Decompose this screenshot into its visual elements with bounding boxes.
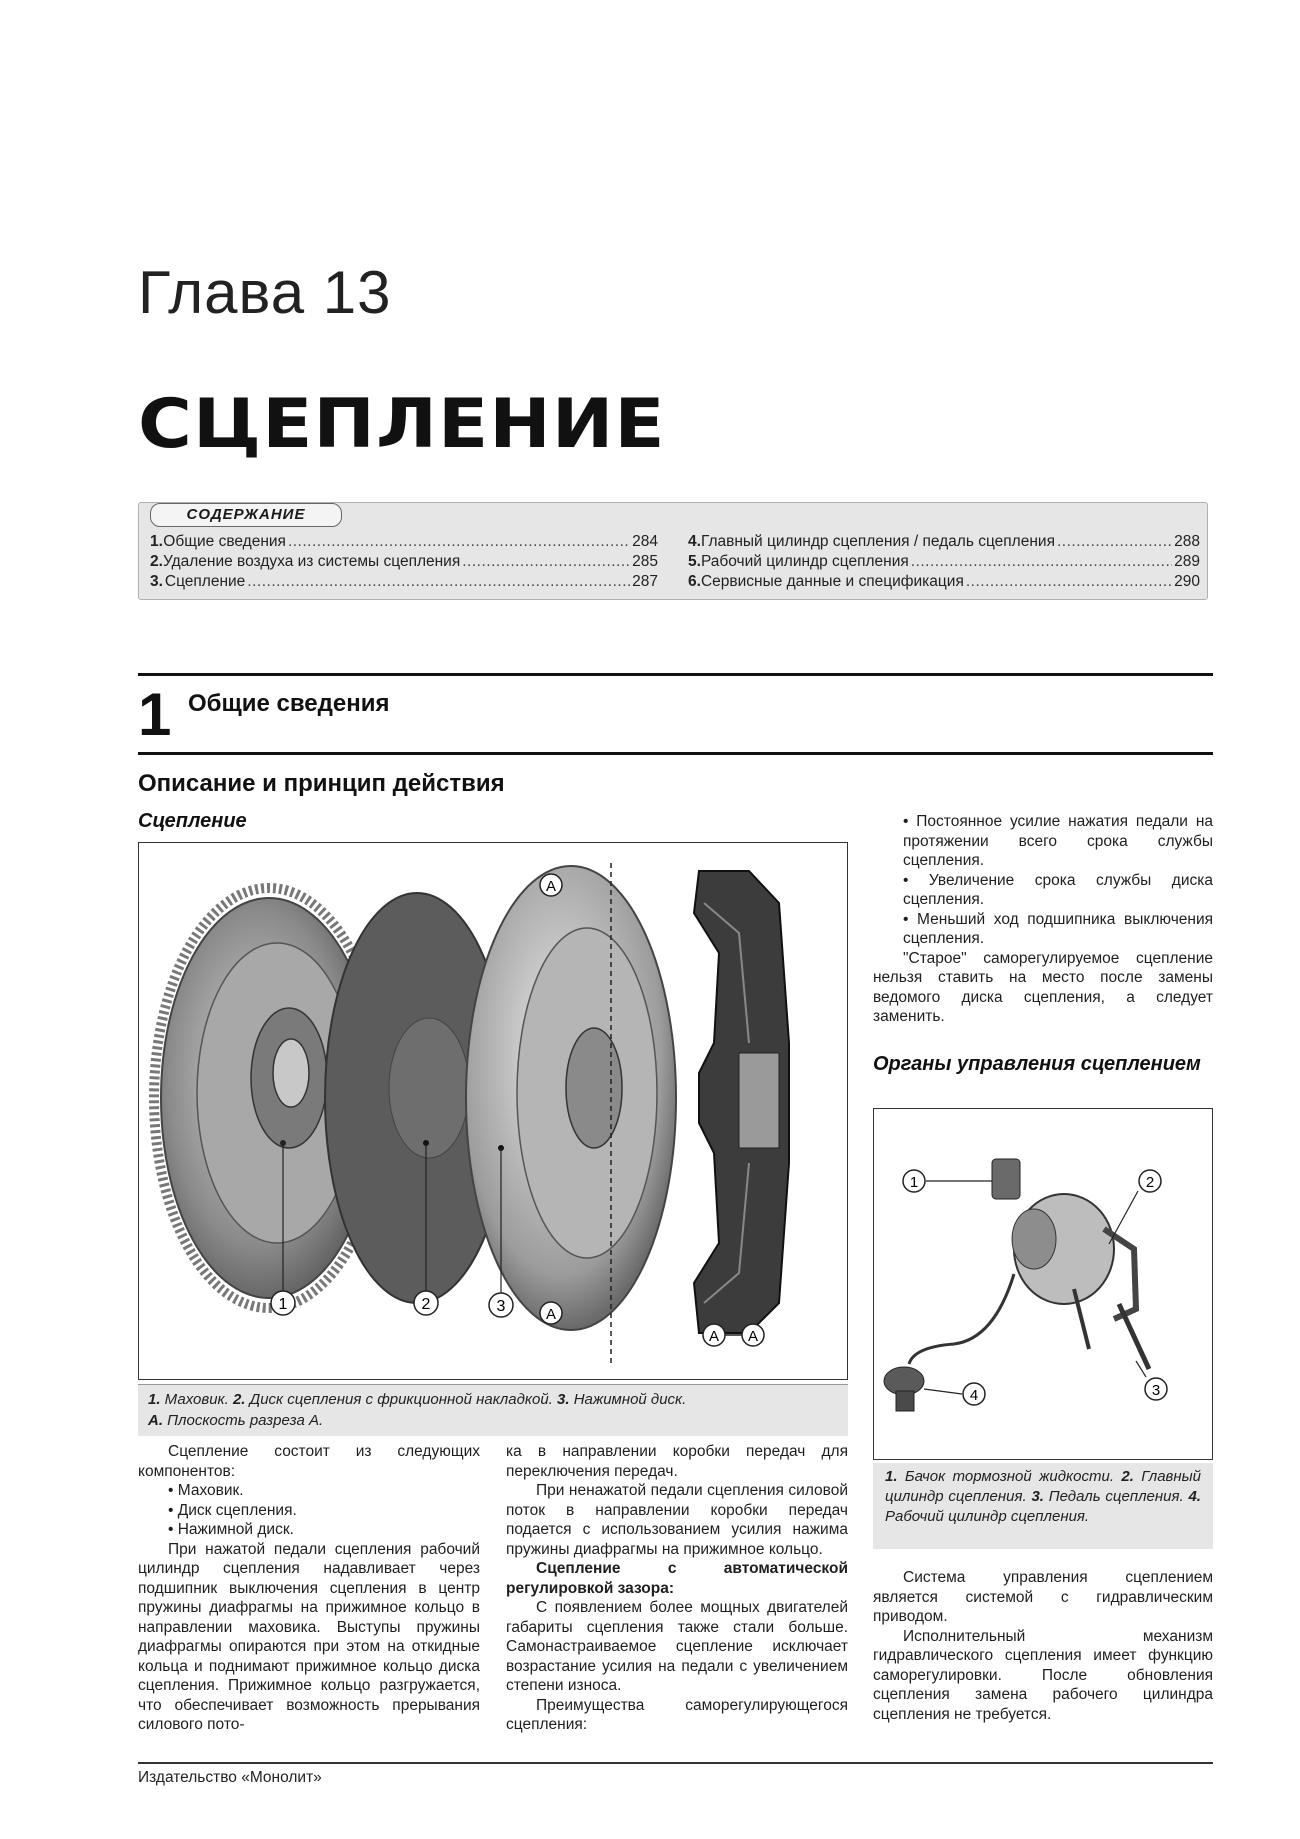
publisher-footer: Издательство «Монолит»	[138, 1769, 322, 1786]
callout-4	[924, 1383, 985, 1405]
subheading: Описание и принцип действия	[138, 770, 505, 797]
section-rule-top	[138, 673, 1213, 676]
svg-text:A: A	[545, 1306, 557, 1323]
svg-text:4: 4	[969, 1387, 979, 1404]
text-column-3: • Постоянное усилие нажатия педали на протяжении всего срока службы сцепления. • Увеличение срока службы диска сцепления. • Меньший ход подшипника выключения сцепления. "Старое" саморегулируемое сцепление нельзя ставить на место после замены ведомого диска сцепления, а следует заменить.	[873, 812, 1213, 1027]
section-mark-top	[540, 874, 562, 896]
svg-text:2: 2	[1145, 1174, 1155, 1191]
svg-text:3: 3	[496, 1298, 506, 1315]
callout-3	[1136, 1361, 1167, 1400]
toc-item[interactable]: 5. Рабочий цилиндр сцепления ..... 289	[688, 552, 1200, 572]
svg-text:A: A	[747, 1328, 759, 1345]
figure2-title: Органы управления сцеплением	[873, 1053, 1201, 1075]
clutch-controls-figure	[873, 1108, 1213, 1460]
figure2-caption: 1. Бачок тормозной жидкости. 2. Главный цилиндр сцепления. 3. Педаль сцепления. 4. Рабочий цилиндр сцепления.	[873, 1463, 1213, 1549]
text-column-3-bottom: Система управления сцеплением является системой с гидравлическим приводом. Исполнительный механизм гидравлического сцепления имеет функцию саморегулировки. После обновления сцепления замена рабочего цилиндра сцепления не требуется.	[873, 1569, 1213, 1723]
callout-1	[903, 1170, 992, 1192]
toc-item[interactable]: 2. Удаление воздуха из системы сцепления ..... 285	[150, 552, 658, 572]
toc-item[interactable]: 6. Сервисные данные и спецификация ..... 290	[688, 572, 1200, 592]
section-title: Общие сведения	[188, 690, 390, 717]
svg-text:1: 1	[909, 1174, 919, 1191]
svg-text:1: 1	[278, 1296, 288, 1313]
svg-text:3: 3	[1151, 1382, 1161, 1399]
svg-text:A: A	[545, 878, 557, 895]
figure1-caption: 1. Маховик. 2. Диск сцепления с фрикционной накладкой. 3. Нажимной диск. A. Плоскость разреза A.	[138, 1384, 848, 1436]
section-mark-bottom	[540, 1302, 562, 1324]
chapter-title: СЦЕПЛЕНИЕ	[138, 385, 666, 464]
controls-drawing	[884, 1159, 1149, 1411]
section-number: 1	[138, 681, 172, 748]
text-column-1: Сцепление состоит из следующих компонентов: • Маховик. • Диск сцепления. • Нажимной диск. При нажатой педали сцепления рабочий цилиндр сцепления надавливает через подшипник выключения сцепления в центр пружины диафрагмы на прижимное кольцо в направлении маховика. Выступы пружины диафрагмы опираются при этом на откидные кольца и поднимают прижимное кольцо диска сцепления. Прижимное кольцо разгружается, что обеспечивает возможность прерывания силового пото-	[138, 1442, 480, 1735]
figure1-title: Сцепление	[138, 810, 247, 832]
toc-heading: СОДЕРЖАНИЕ	[150, 503, 342, 527]
clutch-exploded-figure	[138, 842, 848, 1380]
svg-text:A: A	[708, 1328, 720, 1345]
toc-column-right	[688, 532, 1200, 592]
chapter-label: Глава 13	[138, 259, 392, 326]
pressure-plate-drawing	[466, 863, 676, 1363]
section-rule-bottom	[138, 752, 1213, 755]
toc-item[interactable]: 1. Общие сведения ..... 284	[150, 532, 658, 552]
cross-section-drawing	[694, 871, 789, 1333]
text-column-2: ка в направлении коробки передач для переключения передач. При ненажатой педали сцепления силовой поток в направлении коробки передач подается с использованием усилия нажима пружины диафрагмы на прижимное кольцо. Сцепление с автоматической регулировкой зазора: С появлением более мощных двигателей габариты сцепления также стали больше. Самонастраиваемое сцепление исключает возрастание усилия на педали с увеличением степени износа. Преимущества саморегулирующегося сцепления:	[506, 1443, 848, 1733]
toc-item[interactable]: 3. Сцепление ..... 287	[150, 572, 658, 592]
toc-column-left	[150, 532, 658, 592]
toc-item[interactable]: 4. Главный цилиндр сцепления / педаль сцепления ..... 288	[688, 532, 1200, 552]
svg-text:2: 2	[421, 1296, 431, 1313]
callout-2	[1109, 1170, 1161, 1244]
footer-rule	[138, 1762, 1213, 1764]
